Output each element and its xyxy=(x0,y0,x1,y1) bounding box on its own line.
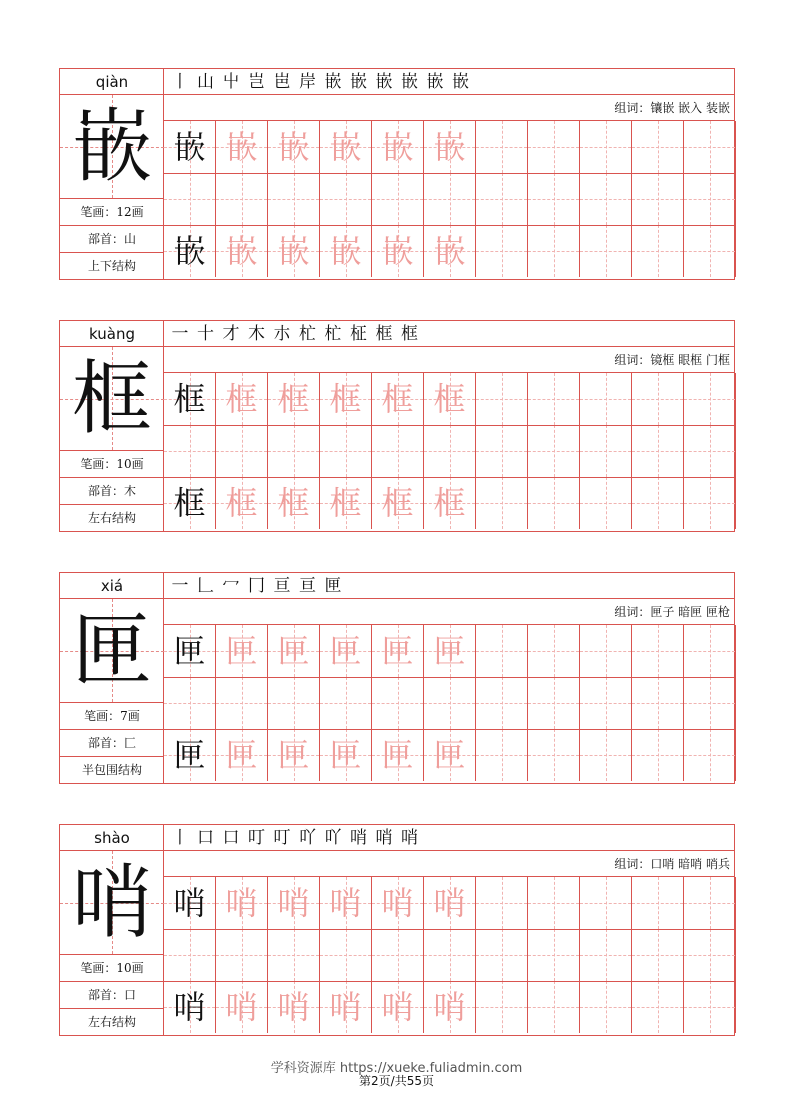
practice-cell xyxy=(476,373,528,425)
practice-cell xyxy=(580,677,632,729)
practice-cell xyxy=(268,121,320,173)
practice-cell xyxy=(372,173,424,225)
practice-cell xyxy=(216,981,268,1033)
practice-cell xyxy=(164,677,216,729)
trace-character: 匣 xyxy=(381,736,414,774)
practice-cell xyxy=(320,425,372,477)
practice-cell xyxy=(268,373,320,425)
info-column xyxy=(60,573,164,783)
practice-cell xyxy=(684,173,736,225)
practice-cell xyxy=(580,625,632,677)
character-card xyxy=(59,572,735,784)
practice-cell xyxy=(268,981,320,1033)
practice-cell xyxy=(216,225,268,277)
practice-cell xyxy=(372,373,424,425)
practice-cell xyxy=(528,425,580,477)
radical-label: 部首：山 xyxy=(60,226,164,253)
structure-label: 左右结构 xyxy=(87,1015,136,1029)
practice-cell xyxy=(268,173,320,225)
character-card xyxy=(59,320,735,532)
practice-row xyxy=(164,225,736,277)
practice-row xyxy=(164,729,736,781)
practice-grid xyxy=(164,625,734,783)
practice-cell xyxy=(372,425,424,477)
info-column xyxy=(60,69,164,279)
practice-cell xyxy=(684,121,736,173)
stroke-step: 柾 xyxy=(350,324,367,344)
trace-character: 嵌 xyxy=(329,232,362,270)
trace-character: 框 xyxy=(329,484,362,522)
stroke-step: 亘 xyxy=(273,576,291,596)
practice-cell xyxy=(476,173,528,225)
practice-cell xyxy=(684,729,736,781)
stroke-order-row xyxy=(164,69,734,95)
practice-cell xyxy=(216,625,268,677)
large-character-box xyxy=(60,851,164,955)
practice-cell xyxy=(320,225,372,277)
structure-label: 左右结构 xyxy=(87,511,136,525)
practice-cell xyxy=(320,173,372,225)
practice-cell xyxy=(216,121,268,173)
stroke-step: 嵌 xyxy=(375,72,393,92)
stroke-step: 冂 xyxy=(248,576,265,596)
stroke-step: 叮 xyxy=(248,828,265,848)
practice-cell xyxy=(424,981,476,1033)
practice-grid xyxy=(164,121,734,279)
trace-character: 哨 xyxy=(329,884,362,922)
trace-character: 嵌 xyxy=(381,128,414,166)
practice-cell xyxy=(580,929,632,981)
practice-cell xyxy=(320,929,372,981)
footer-site: 学科资源库 https://xueke.fuliadmin.com xyxy=(270,1061,523,1076)
trace-character: 哨 xyxy=(225,988,258,1026)
practice-cell xyxy=(320,877,372,929)
practice-cell xyxy=(372,729,424,781)
stroke-step: 朩 xyxy=(273,324,291,344)
radical-label: 部首：匚 xyxy=(60,730,164,757)
practice-cell xyxy=(580,373,632,425)
trace-character: 嵌 xyxy=(433,128,466,166)
practice-cell xyxy=(372,981,424,1033)
practice-cell xyxy=(476,877,528,929)
trace-character: 哨 xyxy=(433,884,466,922)
practice-cell xyxy=(216,729,268,781)
practice-cell xyxy=(164,173,216,225)
stroke-step: 才 xyxy=(222,324,240,344)
stroke-step: 嵌 xyxy=(350,72,367,92)
trace-character: 框 xyxy=(277,380,310,418)
practice-cell xyxy=(268,425,320,477)
trace-character: 框 xyxy=(225,380,258,418)
practice-cell xyxy=(632,677,684,729)
practice-cell xyxy=(164,729,216,781)
practice-row xyxy=(164,929,736,981)
practice-cell xyxy=(476,729,528,781)
trace-character: 匣 xyxy=(433,632,466,670)
trace-character: 框 xyxy=(225,484,258,522)
practice-cell xyxy=(268,877,320,929)
practice-cell xyxy=(424,929,476,981)
stroke-step: 匣 xyxy=(324,576,342,596)
practice-cell xyxy=(528,121,580,173)
practice-cell xyxy=(684,225,736,277)
practice-row xyxy=(164,425,736,477)
practice-cell xyxy=(372,225,424,277)
stroke-order-row xyxy=(164,573,734,599)
practice-cell xyxy=(476,625,528,677)
practice-cell xyxy=(164,477,216,529)
practice-cell xyxy=(164,225,216,277)
stroke-step: 木 xyxy=(248,324,265,344)
trace-character: 哨 xyxy=(433,988,466,1026)
practice-cell xyxy=(268,477,320,529)
practice-cell xyxy=(268,929,320,981)
trace-character: 匣 xyxy=(433,736,466,774)
practice-cell xyxy=(528,877,580,929)
pinyin-label: xiá xyxy=(60,573,164,599)
trace-character: 匣 xyxy=(329,736,362,774)
stroke-step: 框 xyxy=(401,324,418,344)
trace-character: 框 xyxy=(433,380,466,418)
practice-cell xyxy=(528,373,580,425)
practice-cell xyxy=(372,929,424,981)
practice-cell xyxy=(632,121,684,173)
practice-cell xyxy=(216,373,268,425)
practice-row xyxy=(164,981,736,1033)
practice-cell xyxy=(632,625,684,677)
practice-cell xyxy=(684,981,736,1033)
practice-cell xyxy=(684,425,736,477)
large-character-box xyxy=(60,347,164,451)
practice-row xyxy=(164,121,736,173)
practice-cell xyxy=(580,477,632,529)
stroke-order-row xyxy=(164,321,734,347)
practice-cell xyxy=(424,121,476,173)
practice-row xyxy=(164,373,736,425)
trace-character: 匣 xyxy=(225,736,258,774)
practice-cell xyxy=(268,225,320,277)
large-character-box xyxy=(60,599,164,703)
word-examples: 组词：镶嵌 嵌入 装嵌 xyxy=(164,95,734,121)
practice-cell xyxy=(528,981,580,1033)
model-character: 嵌 xyxy=(173,128,206,166)
practice-cell xyxy=(476,981,528,1033)
stroke-step: 叮 xyxy=(273,828,291,848)
trace-character: 匣 xyxy=(277,632,310,670)
trace-character: 框 xyxy=(329,380,362,418)
large-character: 匣 xyxy=(72,604,152,697)
practice-cell xyxy=(476,425,528,477)
practice-cell xyxy=(424,729,476,781)
model-character: 哨 xyxy=(173,988,206,1026)
practice-cell xyxy=(164,121,216,173)
trace-character: 匣 xyxy=(277,736,310,774)
character-card xyxy=(59,68,735,280)
stroke-step: 框 xyxy=(375,324,393,344)
pinyin-label: kuàng xyxy=(60,321,164,347)
trace-character: 嵌 xyxy=(381,232,414,270)
trace-character: 哨 xyxy=(225,884,258,922)
practice-grid xyxy=(164,877,734,1035)
stroke-step: 嵌 xyxy=(324,72,342,92)
large-character: 哨 xyxy=(72,856,152,949)
practice-cell xyxy=(528,625,580,677)
practice-cell xyxy=(424,677,476,729)
radical-label: 部首：木 xyxy=(60,478,164,505)
stroke-step: 冖 xyxy=(222,576,240,596)
stroke-step: 一 xyxy=(171,324,189,344)
stroke-step: 嵌 xyxy=(401,72,418,92)
stroke-step: 杧 xyxy=(324,324,342,344)
stroke-step: 丨 xyxy=(171,828,189,848)
practice-cell xyxy=(216,929,268,981)
stroke-count-label: 笔画：10画 xyxy=(60,451,164,478)
practice-row xyxy=(164,877,736,929)
practice-row xyxy=(164,677,736,729)
trace-character: 哨 xyxy=(381,884,414,922)
practice-cell xyxy=(580,173,632,225)
practice-cell xyxy=(268,729,320,781)
practice-cell xyxy=(424,373,476,425)
trace-character: 嵌 xyxy=(277,128,310,166)
practice-cell xyxy=(320,677,372,729)
practice-cell xyxy=(476,929,528,981)
practice-cell xyxy=(164,877,216,929)
practice-cell xyxy=(580,425,632,477)
practice-cell xyxy=(424,225,476,277)
stroke-step: 口 xyxy=(222,828,240,848)
practice-cell xyxy=(424,425,476,477)
trace-character: 框 xyxy=(381,484,414,522)
stroke-step: 亘 xyxy=(299,576,316,596)
practice-cell xyxy=(632,877,684,929)
practice-cell xyxy=(164,981,216,1033)
trace-character: 嵌 xyxy=(329,128,362,166)
practice-cell xyxy=(164,425,216,477)
model-character: 框 xyxy=(173,484,206,522)
practice-cell xyxy=(580,121,632,173)
practice-row xyxy=(164,625,736,677)
practice-cell xyxy=(580,729,632,781)
stroke-step: 屮 xyxy=(222,72,240,92)
trace-character: 哨 xyxy=(277,884,310,922)
stroke-count-label: 笔画：7画 xyxy=(60,703,164,730)
practice-cell xyxy=(320,121,372,173)
practice-cell xyxy=(320,729,372,781)
stroke-step: 杧 xyxy=(299,324,316,344)
practice-cell xyxy=(424,477,476,529)
practice-cell xyxy=(580,877,632,929)
practice-cell xyxy=(684,677,736,729)
practice-cell xyxy=(528,225,580,277)
practice-cell xyxy=(320,981,372,1033)
trace-character: 哨 xyxy=(381,988,414,1026)
model-character: 哨 xyxy=(173,884,206,922)
structure-label: 上下结构 xyxy=(87,259,136,273)
practice-cell xyxy=(164,929,216,981)
trace-character: 框 xyxy=(433,484,466,522)
trace-character: 嵌 xyxy=(433,232,466,270)
pinyin-label: shào xyxy=(60,825,164,851)
practice-cell xyxy=(528,929,580,981)
stroke-step: 𠃊 xyxy=(197,576,214,596)
large-character: 框 xyxy=(72,352,152,445)
practice-cell xyxy=(320,477,372,529)
word-examples: 组词：匣子 暗匣 匣枪 xyxy=(164,599,734,625)
stroke-step: 哨 xyxy=(401,828,418,848)
info-column xyxy=(60,825,164,1035)
practice-cell xyxy=(164,373,216,425)
stroke-step: 嵌 xyxy=(426,72,444,92)
practice-row xyxy=(164,173,736,225)
practice-cell xyxy=(580,981,632,1033)
trace-character: 框 xyxy=(381,380,414,418)
practice-cell xyxy=(372,121,424,173)
practice-cell xyxy=(632,373,684,425)
trace-character: 哨 xyxy=(277,988,310,1026)
practice-cell xyxy=(632,477,684,529)
practice-cell xyxy=(216,477,268,529)
pinyin-label: qiàn xyxy=(60,69,164,95)
practice-cell xyxy=(372,625,424,677)
stroke-step: 岜 xyxy=(273,72,291,92)
practice-cell xyxy=(632,929,684,981)
large-character-box xyxy=(60,95,164,199)
practice-cell xyxy=(632,729,684,781)
trace-character: 匣 xyxy=(329,632,362,670)
model-character: 匣 xyxy=(173,736,206,774)
radical-label: 部首：口 xyxy=(60,982,164,1009)
practice-cell xyxy=(528,729,580,781)
practice-cell xyxy=(320,625,372,677)
practice-cell xyxy=(268,625,320,677)
model-character: 嵌 xyxy=(173,232,206,270)
practice-cell xyxy=(476,121,528,173)
practice-cell xyxy=(268,677,320,729)
large-character: 嵌 xyxy=(72,100,152,193)
trace-character: 框 xyxy=(277,484,310,522)
stroke-step: 嵌 xyxy=(452,72,469,92)
stroke-step: 岂 xyxy=(248,72,265,92)
practice-cell xyxy=(528,677,580,729)
practice-cell xyxy=(372,877,424,929)
practice-cell xyxy=(632,173,684,225)
practice-row xyxy=(164,477,736,529)
practice-cell xyxy=(632,981,684,1033)
practice-cell xyxy=(528,477,580,529)
practice-cell xyxy=(424,173,476,225)
footer-page-number: 第2页/共55页 xyxy=(359,1074,434,1088)
practice-cell xyxy=(424,877,476,929)
stroke-step: 吖 xyxy=(299,828,316,848)
trace-character: 嵌 xyxy=(225,128,258,166)
practice-cell xyxy=(216,677,268,729)
stroke-count-label: 笔画：10画 xyxy=(60,955,164,982)
stroke-order-row xyxy=(164,825,734,851)
trace-character: 嵌 xyxy=(225,232,258,270)
trace-character: 匣 xyxy=(225,632,258,670)
trace-character: 匣 xyxy=(381,632,414,670)
practice-cell xyxy=(684,929,736,981)
info-column xyxy=(60,321,164,531)
stroke-step: 岸 xyxy=(299,72,316,92)
stroke-step: 哨 xyxy=(375,828,393,848)
stroke-count-label: 笔画：12画 xyxy=(60,199,164,226)
trace-character: 嵌 xyxy=(277,232,310,270)
practice-cell xyxy=(320,373,372,425)
practice-cell xyxy=(684,373,736,425)
stroke-step: 十 xyxy=(197,324,214,344)
stroke-step: 一 xyxy=(171,576,189,596)
stroke-step: 吖 xyxy=(324,828,342,848)
practice-cell xyxy=(216,877,268,929)
practice-cell xyxy=(476,477,528,529)
practice-cell xyxy=(424,625,476,677)
practice-cell xyxy=(684,625,736,677)
stroke-step: 哨 xyxy=(350,828,367,848)
practice-cell xyxy=(632,425,684,477)
structure-label: 半包围结构 xyxy=(81,763,142,777)
word-examples: 组词：口哨 暗哨 哨兵 xyxy=(164,851,734,877)
practice-grid xyxy=(164,373,734,531)
practice-cell xyxy=(684,877,736,929)
trace-character: 哨 xyxy=(329,988,362,1026)
practice-cell xyxy=(216,173,268,225)
stroke-step: 丨 xyxy=(171,72,189,92)
word-examples: 组词：镜框 眼框 门框 xyxy=(164,347,734,373)
practice-cell xyxy=(476,225,528,277)
practice-cell xyxy=(216,425,268,477)
practice-cell xyxy=(164,625,216,677)
practice-cell xyxy=(476,677,528,729)
practice-cell xyxy=(372,477,424,529)
practice-cell xyxy=(684,477,736,529)
model-character: 匣 xyxy=(173,632,206,670)
stroke-step: 山 xyxy=(197,72,214,92)
stroke-step: 口 xyxy=(197,828,214,848)
model-character: 框 xyxy=(173,380,206,418)
practice-cell xyxy=(372,677,424,729)
practice-cell xyxy=(528,173,580,225)
character-card xyxy=(59,824,735,1036)
practice-cell xyxy=(632,225,684,277)
practice-cell xyxy=(580,225,632,277)
